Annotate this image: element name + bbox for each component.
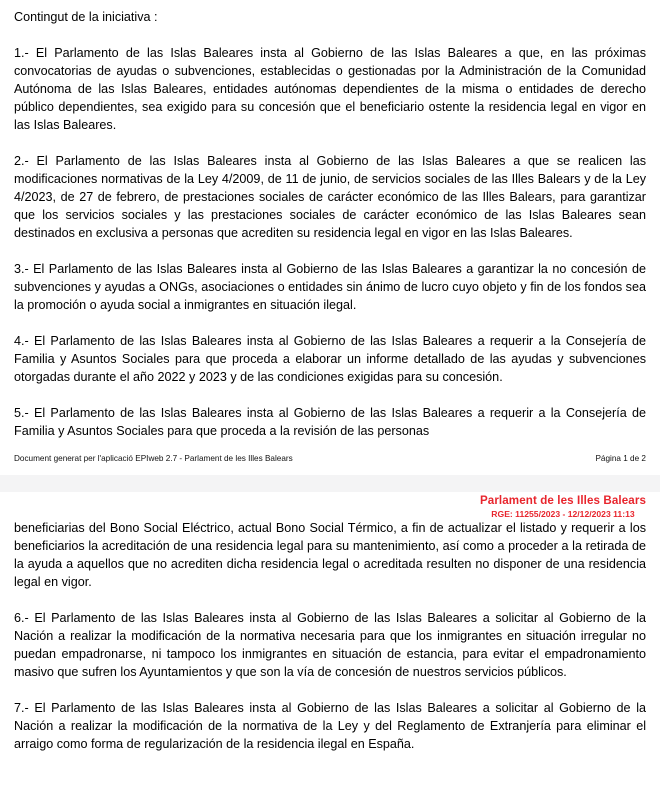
- spacer: [14, 681, 646, 699]
- document-page-2: [0, 492, 660, 799]
- page-2-body: [14, 493, 646, 753]
- page-title: Contingut de la iniciativa :: [14, 10, 158, 24]
- paragraph-5-continuation: beneficiarias del Bono Social Eléctrico, actual Bono Social Térmico, a fin de actualizar el listado y requerir a los beneficiarios la acreditación de una residencia legal para su mantenimiento, así como a proceder a la retirada de la ayuda a aquellos que no acrediten dicha residencia legal o acreditada resulten no disponer de una residencia legal en vigor.: [14, 521, 646, 589]
- spacer: [14, 242, 646, 260]
- page-footer: [14, 453, 646, 464]
- footer-page-number: Página 1 de 2: [595, 454, 646, 463]
- spacer: [14, 591, 646, 609]
- page-separator: [0, 475, 660, 492]
- paragraph-3: 3.- El Parlamento de las Islas Baleares insta al Gobierno de las Islas Baleares a garantizar la no concesión de subvenciones y ayudas a ONGs, asociaciones o entidades sin ánimo de lucro cuyo objeto y fin de los fondos sea la promoción o ayuda social a inmigrantes en situación ilegal.: [14, 262, 646, 312]
- stamp-registry-number: RGE: 11255/2023 - 12/12/2023 11:13: [491, 509, 635, 520]
- footer-generator-text: Document generat per l'aplicació EPIweb 2.7 - Parlament de les Illes Balears: [14, 454, 293, 463]
- paragraph-2: 2.- El Parlamento de las Islas Baleares insta al Gobierno de las Islas Baleares a que se realicen las modificaciones normativas de la Ley 4/2009, de 11 de junio, de servicios sociales de las Illes Balears y de la Ley 4/2023, de 27 de febrero, de prestaciones sociales de carácter económico de las Illes Balears, para garantizar que los servicios sociales y las prestaciones sociales de carácter económico de las Islas Baleares sean destinados en exclusiva a personas que acrediten su residencia legal en vigor en las Islas Baleares.: [14, 154, 646, 240]
- paragraph-7: 7.- El Parlamento de las Islas Baleares insta al Gobierno de las Islas Baleares a solicitar al Gobierno de la Nación a realizar la modificación de la normativa de la Ley y del Reglamento de Extranjería para eliminar el arraigo como forma de regularización de la residencia ilegal en España.: [14, 701, 646, 751]
- paragraph-1: 1.- El Parlamento de las Islas Baleares insta al Gobierno de las Islas Baleares a que, en las próximas convocatorias de ayudas o subvenciones, establecidas o gestionadas por la Administración de la Comunidad Autónoma de las Islas Baleares, entidades autónomas dependientes de la misma o entidades de derecho público dependientes, sea exigido para su concesión que el beneficiario ostente la residencia legal en vigor en las Islas Baleares.: [14, 46, 646, 132]
- stamp-title: Parlament de les Illes Balears: [479, 494, 646, 507]
- spacer: [14, 134, 646, 152]
- spacer: [14, 386, 646, 404]
- spacer: [14, 314, 646, 332]
- spacer: [14, 26, 646, 44]
- paragraph-6: 6.- El Parlamento de las Islas Baleares insta al Gobierno de las Islas Baleares a solicitar al Gobierno de la Nación a realizar la modificación de la normativa necesaria para que los inmigrantes en situación irregular no puedan empadronarse, ni tampoco los inmigrantes en situación de estancia, para evitar el empadronamiento masivo que sufren los Ayuntamientos y que son la vía de concesión de nuestros servicios públicos.: [14, 611, 646, 679]
- paragraph-4: 4.- El Parlamento de las Islas Baleares insta al Gobierno de las Islas Baleares a requerir a la Consejería de Familia y Asuntos Sociales para que proceda a elaborar un informe detallado de las ayudas y subvenciones otorgadas durante el año 2022 y 2023 y de las condiciones exigidas para su concesión.: [14, 334, 646, 384]
- paragraph-5: 5.- El Parlamento de las Islas Baleares insta al Gobierno de las Islas Baleares a requerir a la Consejería de Familia y Asuntos Sociales para que proceda a la revisión de las personas: [14, 406, 646, 438]
